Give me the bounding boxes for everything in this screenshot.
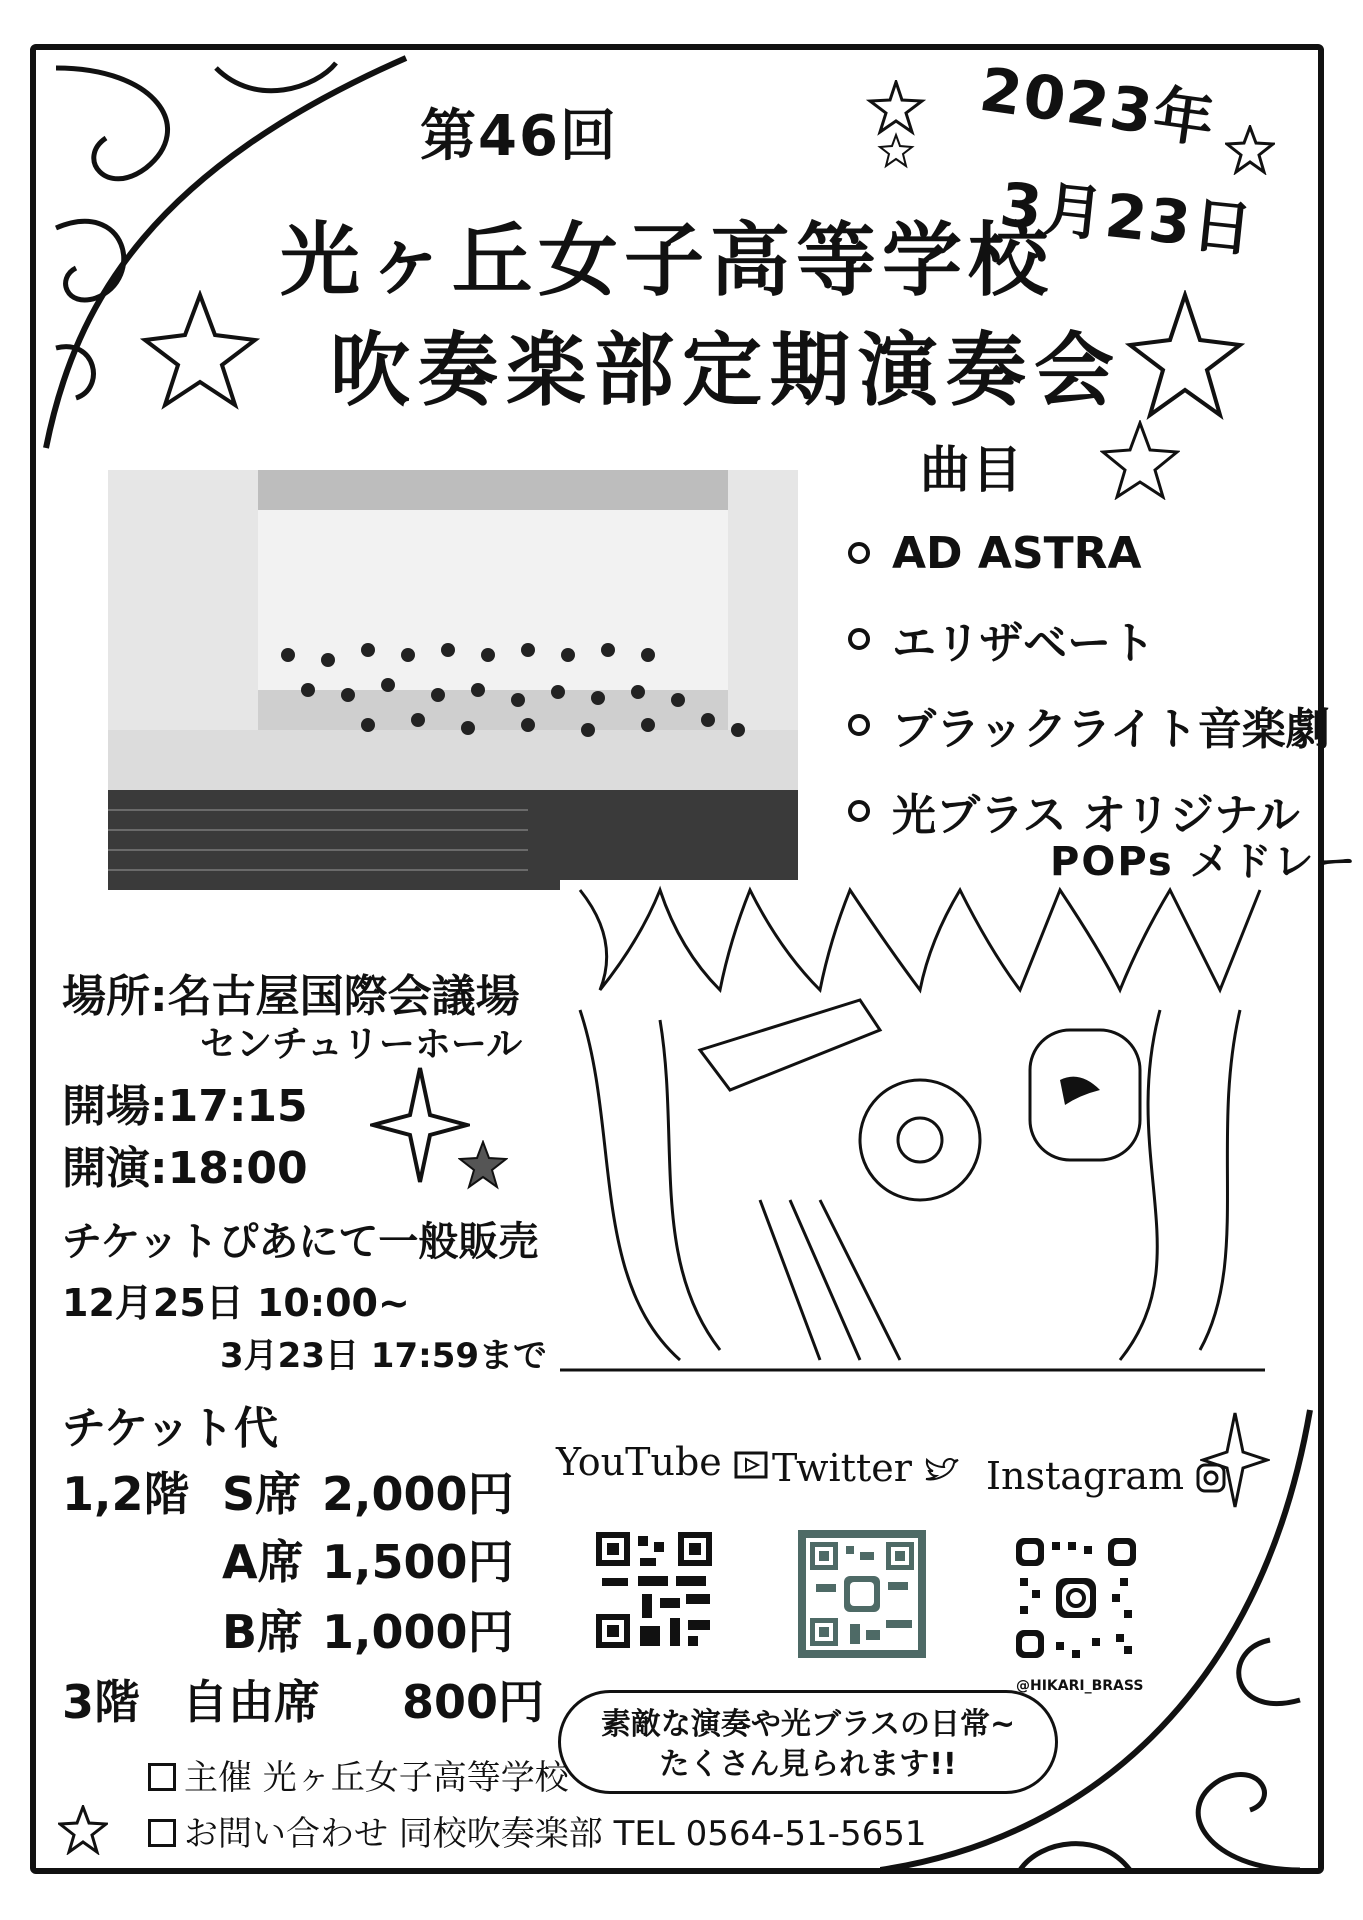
twitter-qr-code[interactable] [798,1530,926,1658]
youtube-label: YouTube [556,1440,768,1484]
star-icon [866,80,926,170]
bullet-circle-icon [848,714,870,736]
program-list [848,510,1330,854]
checkbox-square-icon [148,1819,176,1847]
school-name: 光ヶ丘女子高等学校 [280,214,1054,307]
contact: お問い合わせ 同校吹奏楽部 TEL 0564-51-5651 [148,1806,926,1855]
instagram-icon [1196,1463,1226,1493]
star-icon [1100,420,1180,500]
doors-open-time: 開場:17:15 [62,1081,308,1132]
concert-year: 2023年 [975,54,1221,158]
stage-illustration [560,880,1265,1390]
instagram-label: Instagram [986,1454,1226,1498]
band-photo [108,470,798,890]
program-item: AD ASTRA [848,510,1330,596]
star-icon [1225,125,1275,175]
edition-label: 第46回 [420,104,618,169]
twitter-label: Twitter [772,1446,960,1490]
checkbox-square-icon [148,1763,176,1791]
price-row: 1,2階 S席 2,000円 [62,1467,514,1521]
bubble-line-2: たくさん見られます!! [659,1747,957,1782]
star-icon [140,290,260,410]
sale-start: 12月25日 10:00~ [62,1281,410,1325]
program-subline: POPs メドレー [1050,839,1358,885]
concert-date: 3月23日 [996,169,1258,267]
bullet-circle-icon [848,628,870,650]
sale-end: 3月23日 17:59まで [220,1336,548,1376]
venue: 場所:名古屋国際会議場 [62,971,520,1022]
youtube-qr-code[interactable] [592,1528,716,1652]
program-item: エリザベート [848,596,1330,682]
bullet-circle-icon [848,800,870,822]
instagram-qr-code[interactable] [1012,1534,1140,1662]
instagram-handle: @HIKARI_BRASS [1016,1678,1144,1694]
price-row: 3階 自由席 800円 [62,1675,545,1729]
price-row: A席 1,500円 [222,1535,514,1589]
venue-hall: センチュリーホール [200,1024,523,1065]
organizer: 主催 光ヶ丘女子高等学校 [148,1750,569,1799]
start-time: 開演:18:00 [62,1143,308,1194]
star-icon [370,1065,470,1185]
program-item: 光ブラス オリジナル [848,768,1330,854]
star-icon [58,1805,108,1855]
price-row: B席 1,000円 [222,1605,514,1659]
speech-bubble [558,1690,1058,1794]
bubble-line-1: 素敵な演奏や光ブラスの日常~ [600,1707,1016,1742]
bullet-circle-icon [848,542,870,564]
program-heading: 曲目 [920,441,1024,499]
star-icon [458,1140,508,1190]
play-icon [734,1451,768,1479]
ticket-sale-info: チケットぴあにて一般販売 [62,1219,539,1265]
bird-icon [924,1457,960,1485]
program-item: ブラックライト音楽劇 [848,682,1330,768]
price-heading: チケット代 [62,1403,279,1454]
concert-title: 吹奏楽部定期演奏会 [330,324,1122,417]
star-icon [1125,290,1245,420]
